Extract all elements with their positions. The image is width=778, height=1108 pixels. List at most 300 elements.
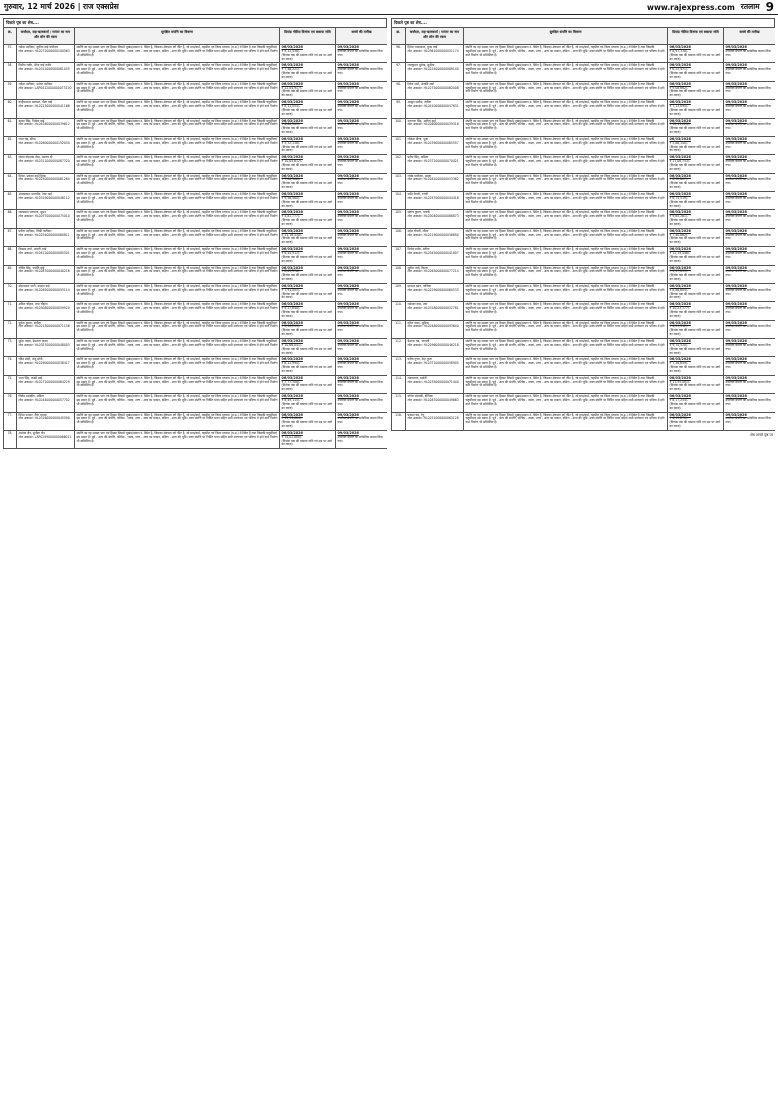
demand-notice-date: 06/03/2026	[669, 173, 691, 178]
possession-cell	[336, 192, 388, 210]
borrower-cell	[406, 412, 464, 430]
borrower-name: इरफान खान, नाजिया	[407, 283, 432, 288]
outstanding-amount: ₹ 10,23,377/-	[669, 306, 691, 311]
borrower-cell	[17, 63, 75, 81]
possession-cell	[336, 283, 388, 301]
outstanding-amount: ₹ 8,03,376/-	[281, 269, 301, 274]
demand-notice-cell	[280, 265, 336, 283]
loan-account-number: लोन अकाउंट: HL0345000000041807	[407, 250, 459, 255]
demand-notice-cell	[280, 302, 336, 320]
borrower-name: राकेश पाटीदार, सुनीता बाई पाटीदार	[18, 45, 58, 49]
possession-note: उपरोक्त संपत्ति का सांकेतिक कब्जा लिया गया।	[337, 67, 383, 76]
possession-date: 09/03/2026	[725, 375, 747, 380]
possession-date: 09/03/2026	[337, 302, 359, 307]
table-header-row	[392, 28, 776, 45]
possession-note: उपरोक्त संपत्ति का सांकेतिक कब्जा लिया गया।	[337, 416, 383, 425]
possession-note: उपरोक्त संपत्ति का सांकेतिक कब्जा लिया गया।	[337, 342, 383, 351]
possession-date: 09/03/2026	[337, 81, 359, 86]
borrower-name: कमल सिंह, निर्मला बाई	[18, 118, 45, 123]
demand-notice-date: 06/03/2026	[669, 247, 691, 252]
possession-note: उपरोक्त संपत्ति का सांकेतिक कब्जा लिया गया।	[337, 397, 383, 406]
possession-note: उपरोक्त संपत्ति का सांकेतिक कब्जा लिया गया।	[725, 306, 771, 314]
row-serial-number: 116.	[392, 412, 406, 430]
property-description: संपत्ति का वह समस्त भाग एवं हिस्सा जिसमें भूखंड/मकान नं. स्थित है, जिसका क्षेत्रफल वर्ग फीट है, जो ग्राम/वार्ड, तहसील एवं जिला रतलाम (म.प्र.) में स्थित है तथा जिसकी चतुर्सीमाएं इस प्रकार हैं: पूर्व - अन्य की संपत्ति, पश्चिम - रास्ता, उत्तर - अन्य का मकान, दक्षिण - अन्य की भूमि। उक्त संपत्ति पर निर्मित भवन सहित सभी संरचनाएं एवं भविष्य में होने वाले निर्माण भी सम्मिलित हैं।	[75, 265, 280, 283]
possession-note: उपरोक्त संपत्ति का सांकेतिक कब्जा लिया गया।	[337, 48, 383, 57]
possession-cell	[724, 155, 776, 173]
demand-notice-cell	[280, 339, 336, 357]
demand-notice-cell	[668, 100, 724, 118]
loan-account-number: लोन अकाउंट: LAP0412000000073120	[18, 85, 72, 90]
borrower-cell	[17, 375, 75, 393]
row-serial-number: 110.	[392, 302, 406, 320]
possession-note: उपरोक्त संपत्ति का सांकेतिक कब्जा लिया गया।	[725, 416, 771, 425]
demand-notice-date: 06/03/2026	[669, 412, 691, 417]
property-description: संपत्ति का वह समस्त भाग एवं हिस्सा जिसमें भूखंड/मकान नं. स्थित है, जिसका क्षेत्रफल वर्ग फीट है, जो ग्राम/वार्ड, तहसील एवं जिला रतलाम (म.प्र.) में स्थित है तथा जिसकी चतुर्सीमाएं इस प्रकार हैं: पूर्व - अन्य की संपत्ति, पश्चिम - रास्ता, उत्तर - अन्य का मकान, दक्षिण - अन्य की भूमि। उक्त संपत्ति पर निर्मित भवन सहित सभी संरचनाएं एवं भविष्य में होने वाले निर्माण भी सम्मिलित हैं।	[464, 45, 668, 63]
table-row	[4, 357, 388, 375]
demand-notice-date: 06/03/2026	[281, 265, 303, 270]
possession-note: उपरोक्त संपत्ति का सांकेतिक कब्जा लिया गया।	[725, 214, 771, 223]
outstanding-amount: ₹ 5,88,140/-	[669, 140, 689, 145]
borrower-cell	[17, 210, 75, 228]
demand-notice-cell	[280, 81, 336, 99]
property-description: संपत्ति का वह समस्त भाग एवं हिस्सा जिसमें भूखंड/मकान नं. स्थित है, जिसका क्षेत्रफल वर्ग फीट है, जो ग्राम/वार्ड, तहसील एवं जिला रतलाम (म.प्र.) में स्थित है तथा जिसकी चतुर्सीमाएं इस प्रकार हैं: पूर्व - अन्य की संपत्ति, पश्चिम - रास्ता, उत्तर - अन्य का मकान, दक्षिण - अन्य की भूमि। उक्त संपत्ति पर निर्मित भवन सहित सभी संरचनाएं एवं भविष्य में होने वाले निर्माण भी सम्मिलित हैं।	[75, 283, 280, 301]
loan-account-number: लोन अकाउंट: HL0213000000071156	[18, 324, 70, 329]
loan-account-number: लोन अकाउंट: HL0235000000071440	[407, 379, 459, 384]
row-serial-number: 106.	[392, 228, 406, 246]
outstanding-amount: ₹ 12,04,917/-	[281, 85, 303, 90]
possession-note: उपरोक्त संपत्ति का सांकेतिक कब्जा लिया गया।	[337, 103, 383, 112]
possession-cell	[336, 210, 388, 228]
row-serial-number: 114.	[392, 375, 406, 393]
row-serial-number: 104.	[392, 192, 406, 210]
possession-cell	[336, 100, 388, 118]
borrower-name: अनिल चौहान, राधा चौहान	[18, 302, 48, 307]
row-serial-number: 78.	[4, 430, 17, 448]
demand-notice-cell	[280, 118, 336, 136]
possession-date: 09/03/2026	[337, 45, 359, 49]
table-row	[392, 320, 776, 338]
demand-notice-cell	[668, 247, 724, 265]
demand-notice-date: 06/03/2026	[669, 339, 691, 343]
demand-notice-cell	[668, 357, 724, 375]
property-description: संपत्ति का वह समस्त भाग एवं हिस्सा जिसमें भूखंड/मकान नं. स्थित है, जिसका क्षेत्रफल वर्ग फीट है, जो ग्राम/वार्ड, तहसील एवं जिला रतलाम (म.प्र.) में स्थित है तथा जिसकी चतुर्सीमाएं इस प्रकार हैं: पूर्व - अन्य की संपत्ति, पश्चिम - रास्ता, उत्तर - अन्य का मकान, दक्षिण - अन्य की भूमि। उक्त संपत्ति पर निर्मित भवन सहित सभी संरचनाएं एवं भविष्य में होने वाले निर्माण भी सम्मिलित हैं।	[75, 430, 280, 448]
borrower-cell	[406, 155, 464, 173]
col-header-no: क्र.	[392, 28, 406, 45]
demand-note: (दिनांक तक की बकाया राशि एवं उस पर आगे का ब्याज)	[669, 420, 721, 429]
row-serial-number: 113.	[392, 357, 406, 375]
demand-notice-date: 06/03/2026	[281, 394, 303, 399]
demand-notice-cell	[280, 412, 336, 430]
demand-notice-cell	[280, 394, 336, 412]
demand-note: (दिनांक तक की बकाया राशि एवं उस पर आगे का ब्याज)	[669, 89, 721, 98]
demand-notice-cell	[668, 81, 724, 99]
row-serial-number: 61.	[4, 118, 17, 136]
table-row	[4, 320, 388, 338]
demand-note: (दिनांक तक की बकाया राशि एवं उस पर आगे का ब्याज)	[669, 144, 721, 153]
borrower-cell	[17, 118, 75, 136]
possession-cell	[724, 100, 776, 118]
loan-account-number: लोन अकाउंट: HL0316000000045590	[18, 416, 70, 421]
borrower-cell	[406, 375, 464, 393]
loan-account-number: लोन अकाउंट: HL0260000000039318	[407, 122, 459, 127]
borrower-cell	[17, 192, 75, 210]
loan-account-number: लोन अकाउंट: HL0287000000049663	[407, 397, 459, 402]
possession-note: उपरोक्त संपत्ति का सांकेतिक कब्जा लिया गया।	[725, 67, 771, 76]
table-row	[392, 247, 776, 265]
possession-date: 09/03/2026	[337, 320, 359, 325]
outstanding-amount: ₹ 7,77,308/-	[281, 379, 301, 384]
possession-date: 09/03/2026	[337, 192, 359, 196]
outstanding-amount: ₹ 9,08,662/-	[669, 85, 689, 90]
possession-note: उपरोक्त संपत्ति का सांकेतिक कब्जा लिया गया।	[337, 269, 383, 278]
demand-note: (दिनांक तक की बकाया राशि एवं उस पर आगे का ब्याज)	[281, 291, 333, 300]
possession-cell	[336, 247, 388, 265]
property-description: संपत्ति का वह समस्त भाग एवं हिस्सा जिसमें भूखंड/मकान नं. स्थित है, जिसका क्षेत्रफल वर्ग फीट है, जो ग्राम/वार्ड, तहसील एवं जिला रतलाम (म.प्र.) में स्थित है तथा जिसकी चतुर्सीमाएं इस प्रकार हैं: पूर्व - अन्य की संपत्ति, पश्चिम - रास्ता, उत्तर - अन्य का मकान, दक्षिण - अन्य की भूमि। उक्त संपत्ति पर निर्मित भवन सहित सभी संरचनाएं एवं भविष्य में होने वाले निर्माण भी सम्मिलित हैं।	[464, 394, 668, 412]
demand-notice-cell	[668, 412, 724, 430]
possession-cell	[724, 394, 776, 412]
possession-date: 09/03/2026	[337, 283, 359, 288]
row-serial-number: 109.	[392, 283, 406, 301]
loan-account-number: लोन अकाउंट: HL0311000000087320	[18, 159, 70, 164]
borrower-name: रितेश शर्मा, अंजलि शर्मा	[407, 81, 435, 86]
demand-note: (दिनांक तक की बकाया राशि एवं उस पर आगे का ब्याज)	[669, 309, 721, 318]
header-city: रतलाम	[740, 2, 760, 11]
outstanding-amount: ₹ 8,86,604/-	[669, 287, 689, 292]
continued-label: पिछले पृष्ठ का शेष....	[391, 18, 775, 27]
possession-date: 09/03/2026	[725, 63, 747, 68]
borrower-cell	[406, 192, 464, 210]
outstanding-amount: ₹ 8,11,054/-	[281, 103, 301, 108]
property-description: संपत्ति का वह समस्त भाग एवं हिस्सा जिसमें भूखंड/मकान नं. स्थित है, जिसका क्षेत्रफल वर्ग फीट है, जो ग्राम/वार्ड, तहसील एवं जिला रतलाम (म.प्र.) में स्थित है तथा जिसकी चतुर्सीमाएं इस प्रकार हैं: पूर्व - अन्य की संपत्ति, पश्चिम - रास्ता, उत्तर - अन्य का मकान, दक्षिण - अन्य की भूमि। उक्त संपत्ति पर निर्मित भवन सहित सभी संरचनाएं एवं भविष्य में होने वाले निर्माण भी सम्मिलित हैं।	[464, 375, 668, 393]
demand-notice-date: 06/03/2026	[281, 136, 303, 141]
demand-notice-cell	[668, 228, 724, 246]
possession-note: उपरोक्त संपत्ति का सांकेतिक कब्जा लिया गया।	[337, 324, 383, 333]
notice-table-right	[391, 27, 775, 431]
col-header-demand: डिमांड नोटिस दिनांक एवं बकाया राशि	[280, 28, 336, 45]
demand-note: (दिनांक तक की बकाया राशि एवं उस पर आगे का ब्याज)	[669, 273, 721, 282]
possession-cell	[724, 247, 776, 265]
borrower-cell	[406, 320, 464, 338]
borrower-cell	[17, 247, 75, 265]
possession-note: उपरोक्त संपत्ति का सांकेतिक कब्जा लिया गया।	[337, 379, 383, 388]
borrower-cell	[406, 118, 464, 136]
loan-account-number: लोन अकाउंट: HL0257000000044418	[407, 195, 459, 200]
borrower-name: गोविंद सिंह, ज्योति बाई	[18, 265, 45, 270]
borrower-name: राजेंद्र पाटीदार, ममता	[407, 173, 431, 178]
demand-notice-date: 06/03/2026	[281, 283, 303, 288]
possession-date: 09/03/2026	[337, 100, 359, 105]
property-description: संपत्ति का वह समस्त भाग एवं हिस्सा जिसमें भूखंड/मकान नं. स्थित है, जिसका क्षेत्रफल वर्ग फीट है, जो ग्राम/वार्ड, तहसील एवं जिला रतलाम (म.प्र.) में स्थित है तथा जिसकी चतुर्सीमाएं इस प्रकार हैं: पूर्व - अन्य की संपत्ति, पश्चिम - रास्ता, उत्तर - अन्य का मकान, दक्षिण - अन्य की भूमि। उक्त संपत्ति पर निर्मित भवन सहित सभी संरचनाएं एवं भविष्य में होने वाले निर्माण भी सम्मिलित हैं।	[464, 247, 668, 265]
demand-notice-cell	[280, 430, 336, 448]
table-row	[392, 265, 776, 283]
possession-cell	[336, 339, 388, 357]
demand-note: (दिनांक तक की बकाया राशि एवं उस पर आगे का ब्याज)	[281, 181, 333, 190]
loan-account-number: लोन अकाउंट: HL0361000000051174	[407, 48, 459, 53]
property-description: संपत्ति का वह समस्त भाग एवं हिस्सा जिसमें भूखंड/मकान नं. स्थित है, जिसका क्षेत्रफल वर्ग फीट है, जो ग्राम/वार्ड, तहसील एवं जिला रतलाम (म.प्र.) में स्थित है तथा जिसकी चतुर्सीमाएं इस प्रकार हैं: पूर्व - अन्य की संपत्ति, पश्चिम - रास्ता, उत्तर - अन्य का मकान, दक्षिण - अन्य की भूमि। उक्त संपत्ति पर निर्मित भवन सहित सभी संरचनाएं एवं भविष्य में होने वाले निर्माण भी सम्मिलित हैं।	[464, 192, 668, 210]
possession-date: 09/03/2026	[337, 339, 359, 343]
loan-account-number: लोन अकाउंट: HL0372000000070021	[407, 159, 459, 164]
demand-note: (दिनांक तक की बकाया राशि एवं उस पर आगे का ब्याज)	[281, 236, 333, 245]
property-description: संपत्ति का वह समस्त भाग एवं हिस्सा जिसमें भूखंड/मकान नं. स्थित है, जिसका क्षेत्रफल वर्ग फीट है, जो ग्राम/वार्ड, तहसील एवं जिला रतलाम (म.प्र.) में स्थित है तथा जिसकी चतुर्सीमाएं इस प्रकार हैं: पूर्व - अन्य की संपत्ति, पश्चिम - रास्ता, उत्तर - अन्य का मकान, दक्षिण - अन्य की भूमि। उक्त संपत्ति पर निर्मित भवन सहित सभी संरचनाएं एवं भविष्य में होने वाले निर्माण भी सम्मिलित हैं।	[75, 173, 280, 191]
borrower-name: संजय मोहम्मद शेख, शबनम बी	[18, 155, 53, 160]
demand-notice-date: 06/03/2026	[281, 118, 303, 123]
demand-note: (दिनांक तक की बकाया राशि एवं उस पर आगे का ब्याज)	[669, 199, 721, 208]
borrower-name: रविंद्र सोनी, मंजू सोनी	[18, 357, 43, 362]
table-row	[4, 283, 388, 301]
row-serial-number: 77.	[4, 412, 17, 430]
possession-note: उपरोक्त संपत्ति का सांकेतिक कब्जा लिया गया।	[725, 177, 771, 186]
demand-notice-date: 06/03/2026	[669, 81, 691, 86]
row-serial-number: 99.	[392, 100, 406, 118]
borrower-name: योगेश सोलंकी, दीपिका	[407, 394, 433, 399]
possession-date: 09/03/2026	[337, 394, 359, 399]
header-date: गुरुवार, 12 मार्च 2026	[4, 2, 76, 11]
demand-note: (दिनांक तक की बकाया राशि एवं उस पर आगे का ब्याज)	[669, 218, 721, 226]
possession-note: उपरोक्त संपत्ति का सांकेतिक कब्जा लिया गया।	[725, 397, 771, 406]
possession-note: उपरोक्त संपत्ति का सांकेतिक कब्जा लिया गया।	[337, 232, 383, 241]
property-description: संपत्ति का वह समस्त भाग एवं हिस्सा जिसमें भूखंड/मकान नं. स्थित है, जिसका क्षेत्रफल वर्ग फीट है, जो ग्राम/वार्ड, तहसील एवं जिला रतलाम (म.प्र.) में स्थित है तथा जिसकी चतुर्सीमाएं इस प्रकार हैं: पूर्व - अन्य की संपत्ति, पश्चिम - रास्ता, उत्तर - अन्य का मकान, दक्षिण - अन्य की भूमि। उक्त संपत्ति पर निर्मित भवन सहित सभी संरचनाएं एवं भविष्य में होने वाले निर्माण भी सम्मिलित हैं।	[75, 63, 280, 81]
demand-note: (दिनांक तक की बकाया राशि एवं उस पर आगे का ब्याज)	[669, 52, 721, 61]
possession-cell	[724, 63, 776, 81]
possession-note: उपरोक्त संपत्ति का सांकेतिक कब्जा लिया गया।	[337, 159, 383, 167]
borrower-cell	[406, 247, 464, 265]
borrower-cell	[406, 100, 464, 118]
demand-note: (दिनांक तक की बकाया राशि एवं उस पर आगे का ब्याज)	[281, 328, 333, 337]
possession-cell	[724, 265, 776, 283]
loan-account-number: लोन अकाउंट: HL0412000000085501	[18, 250, 70, 255]
outstanding-amount: ₹ 6,44,912/-	[281, 250, 301, 255]
borrower-name: राकेश पाटीदार, मनोज पाटीदार	[18, 81, 53, 86]
demand-notice-date: 06/03/2026	[669, 302, 691, 307]
borrower-name: महेश चौधरी, शीला	[407, 228, 429, 233]
borrower-name: कैलाश चंद्र, भगवती	[407, 339, 430, 343]
demand-notice-date: 06/03/2026	[669, 63, 691, 68]
demand-note: (दिनांक तक की बकाया राशि एवं उस पर आगे का ब्याज)	[669, 291, 721, 300]
demand-note: (दिनांक तक की बकाया राशि एवं उस पर आगे का ब्याज)	[281, 420, 333, 429]
borrower-cell	[17, 339, 75, 357]
property-description: संपत्ति का वह समस्त भाग एवं हिस्सा जिसमें भूखंड/मकान नं. स्थित है, जिसका क्षेत्रफल वर्ग फीट है, जो ग्राम/वार्ड, तहसील एवं जिला रतलाम (म.प्र.) में स्थित है तथा जिसकी चतुर्सीमाएं इस प्रकार हैं: पूर्व - अन्य की संपत्ति, पश्चिम - रास्ता, उत्तर - अन्य का मकान, दक्षिण - अन्य की भूमि। उक्त संपत्ति पर निर्मित भवन सहित सभी संरचनाएं एवं भविष्य में होने वाले निर्माण भी सम्मिलित हैं।	[464, 283, 668, 301]
table-row	[392, 118, 776, 136]
property-description: संपत्ति का वह समस्त भाग एवं हिस्सा जिसमें भूखंड/मकान नं. स्थित है, जिसका क्षेत्रफल वर्ग फीट है, जो ग्राम/वार्ड, तहसील एवं जिला रतलाम (म.प्र.) में स्थित है तथा जिसकी चतुर्सीमाएं इस प्रकार हैं: पूर्व - अन्य की संपत्ति, पश्चिम - रास्ता, उत्तर - अन्य का मकान, दक्षिण - अन्य की भूमि। उक्त संपत्ति पर निर्मित भवन सहित सभी संरचनाएं एवं भविष्य में होने वाले निर्माण भी सम्मिलित हैं।	[75, 357, 280, 375]
row-serial-number: 67.	[4, 228, 17, 246]
table-row	[4, 339, 388, 357]
table-row	[4, 375, 388, 393]
borrower-name: मोहनलाल भाटी, कमला बाई	[18, 283, 50, 288]
borrower-name: सुरेश यादव, प्रेमलता यादव	[18, 339, 48, 343]
borrower-cell	[406, 210, 464, 228]
demand-note: (दिनांक तक की बकाया राशि एवं उस पर आगे का ब्याज)	[669, 162, 721, 171]
demand-notice-date: 06/03/2026	[281, 210, 303, 215]
possession-note: उपरोक्त संपत्ति का सांकेतिक कब्जा लिया गया।	[337, 177, 383, 186]
row-serial-number: 72.	[4, 320, 17, 338]
possession-cell	[724, 339, 776, 357]
possession-note: उपरोक्त संपत्ति का सांकेतिक कब्जा लिया गया।	[725, 269, 771, 278]
borrower-name: लोकेश मीणा, पूजा	[407, 136, 429, 141]
possession-cell	[336, 320, 388, 338]
borrower-name: रमेश चंद्र, सीमा	[18, 136, 36, 141]
demand-notice-date: 06/03/2026	[281, 375, 303, 380]
possession-note: उपरोक्त संपत्ति का सांकेतिक कब्जा लिया गया।	[725, 122, 771, 131]
demand-notice-date: 06/03/2026	[281, 320, 303, 325]
outstanding-amount: ₹ 9,12,438/-	[281, 48, 301, 53]
outstanding-amount: ₹ 9,56,480/-	[281, 195, 301, 200]
property-description: संपत्ति का वह समस्त भाग एवं हिस्सा जिसमें भूखंड/मकान नं. स्थित है, जिसका क्षेत्रफल वर्ग फीट है, जो ग्राम/वार्ड, तहसील एवं जिला रतलाम (म.प्र.) में स्थित है तथा जिसकी चतुर्सीमाएं इस प्रकार हैं: पूर्व - अन्य की संपत्ति, पश्चिम - रास्ता, उत्तर - अन्य का मकान, दक्षिण - अन्य की भूमि। उक्त संपत्ति पर निर्मित भवन सहित सभी संरचनाएं एवं भविष्य में होने वाले निर्माण भी सम्मिलित हैं।	[75, 136, 280, 154]
borrower-name: ओमप्रकाश मालवीय, रेखा बाई	[18, 192, 52, 196]
header-site[interactable]: www.rajexpress.com	[647, 2, 735, 12]
demand-note: (दिनांक तक की बकाया राशि एवं उस पर आगे का ब्याज)	[281, 71, 333, 79]
col-header-demand: डिमांड नोटिस दिनांक एवं बकाया राशि	[668, 28, 724, 45]
row-serial-number: 70.	[4, 283, 17, 301]
borrower-name: शंकरलाल, पार्वती	[407, 375, 427, 380]
table-row	[4, 210, 388, 228]
possession-date: 09/03/2026	[725, 247, 747, 252]
col-header-borrower: कर्जदार, सह-ऋणकर्ता / गारंटर का नाम और लोन की रकम	[17, 28, 75, 45]
loan-account-number: लोन अकाउंट: HL0251000000063128	[407, 416, 459, 421]
possession-note: उपरोक्त संपत्ति का सांकेतिक कब्जा लिया गया।	[337, 195, 383, 204]
possession-date: 09/03/2026	[725, 357, 747, 362]
loan-account-number: लोन अकाउंट: HL0275000000062008	[407, 85, 459, 90]
demand-notice-date: 06/03/2026	[669, 320, 691, 325]
possession-date: 09/03/2026	[725, 302, 747, 307]
demand-notice-date: 06/03/2026	[281, 302, 303, 307]
row-serial-number: 68.	[4, 247, 17, 265]
demand-notice-date: 06/03/2026	[281, 63, 303, 68]
demand-note: (दिनांक तक की बकाया राशि एवं उस पर आगे का ब्याज)	[669, 365, 721, 373]
possession-date: 09/03/2026	[725, 173, 747, 178]
possession-cell	[724, 173, 776, 191]
row-serial-number: 57.	[4, 45, 17, 63]
borrower-cell	[406, 136, 464, 154]
row-serial-number: 96.	[392, 45, 406, 63]
row-serial-number: 75.	[4, 375, 17, 393]
demand-notice-date: 06/03/2026	[669, 100, 691, 105]
loan-account-number: लोन अकाउंट: HL0254000000060811	[18, 232, 70, 237]
loan-account-number: लोन अकाउंट: HL0287000000040218	[18, 269, 70, 274]
row-serial-number: 58.	[4, 63, 17, 81]
borrower-name: विनोद राठौर, सरिता	[407, 247, 430, 252]
table-row	[392, 173, 776, 191]
property-description: संपत्ति का वह समस्त भाग एवं हिस्सा जिसमें भूखंड/मकान नं. स्थित है, जिसका क्षेत्रफल वर्ग फीट है, जो ग्राम/वार्ड, तहसील एवं जिला रतलाम (म.प्र.) में स्थित है तथा जिसकी चतुर्सीमाएं इस प्रकार हैं: पूर्व - अन्य की संपत्ति, पश्चिम - रास्ता, उत्तर - अन्य का मकान, दक्षिण - अन्य की भूमि। उक्त संपत्ति पर निर्मित भवन सहित सभी संरचनाएं एवं भविष्य में होने वाले निर्माण भी सम्मिलित हैं।	[464, 412, 668, 430]
notice-table-left	[3, 27, 387, 449]
possession-cell	[724, 81, 776, 99]
possession-note: उपरोक्त संपत्ति का सांकेतिक कब्जा लिया गया।	[725, 159, 771, 167]
demand-notice-date: 06/03/2026	[669, 265, 691, 270]
demand-notice-date: 06/03/2026	[281, 81, 303, 86]
demand-note: (दिनांक तक की बकाया राशि एवं उस पर आगे का ब्याज)	[281, 144, 333, 153]
demand-notice-cell	[668, 118, 724, 136]
header-page-number: 9	[765, 0, 774, 14]
table-row	[392, 302, 776, 320]
possession-note: उपरोक्त संपत्ति का सांकेतिक कब्जा लिया गया।	[725, 232, 771, 241]
borrower-cell	[17, 394, 75, 412]
borrower-cell	[17, 173, 75, 191]
row-serial-number: 64.	[4, 173, 17, 191]
demand-notice-date: 06/03/2026	[281, 339, 303, 343]
loan-account-number: लोन अकाउंट: HL0272000000100563	[18, 48, 70, 53]
outstanding-amount: ₹ 7,91,005/-	[281, 287, 301, 292]
demand-note: (दिनांक तक की बकाया राशि एवं उस पर आगे का ब्याज)	[281, 346, 333, 355]
borrower-name: हितेश, प्रकाश बाई हितेश	[18, 173, 46, 178]
possession-date: 09/03/2026	[725, 81, 747, 86]
table-row	[392, 412, 776, 430]
demand-notice-cell	[280, 173, 336, 191]
borrower-cell	[17, 136, 75, 154]
possession-date: 09/03/2026	[725, 210, 747, 215]
borrower-name: हरीश पंवार, सुमित्रा	[407, 320, 429, 325]
demand-note: (दिनांक तक की बकाया राशि एवं उस पर आगे का ब्याज)	[669, 401, 721, 410]
demand-note: (दिनांक तक की बकाया राशि एवं उस पर आगे का ब्याज)	[281, 365, 333, 373]
possession-note: उपरोक्त संपत्ति का सांकेतिक कब्जा लिया गया।	[337, 250, 383, 259]
possession-note: उपरोक्त संपत्ति का सांकेतिक कब्जा लिया गया।	[725, 48, 771, 57]
property-description: संपत्ति का वह समस्त भाग एवं हिस्सा जिसमें भूखंड/मकान नं. स्थित है, जिसका क्षेत्रफल वर्ग फीट है, जो ग्राम/वार्ड, तहसील एवं जिला रतलाम (म.प्र.) में स्थित है तथा जिसकी चतुर्सीमाएं इस प्रकार हैं: पूर्व - अन्य की संपत्ति, पश्चिम - रास्ता, उत्तर - अन्य का मकान, दक्षिण - अन्य की भूमि। उक्त संपत्ति पर निर्मित भवन सहित सभी संरचनाएं एवं भविष्य में होने वाले निर्माण भी सम्मिलित हैं।	[464, 339, 668, 357]
borrower-name: प्रकाश चंद्र, रेणु	[407, 412, 425, 417]
borrower-cell	[406, 339, 464, 357]
borrower-cell	[406, 357, 464, 375]
demand-notice-date: 06/03/2026	[669, 118, 691, 123]
property-description: संपत्ति का वह समस्त भाग एवं हिस्सा जिसमें भूखंड/मकान नं. स्थित है, जिसका क्षेत्रफल वर्ग फीट है, जो ग्राम/वार्ड, तहसील एवं जिला रतलाम (म.प्र.) में स्थित है तथा जिसकी चतुर्सीमाएं इस प्रकार हैं: पूर्व - अन्य की संपत्ति, पश्चिम - रास्ता, उत्तर - अन्य का मकान, दक्षिण - अन्य की भूमि। उक्त संपत्ति पर निर्मित भवन सहित सभी संरचनाएं एवं भविष्य में होने वाले निर्माण भी सम्मिलित हैं।	[75, 320, 280, 338]
borrower-cell	[17, 357, 75, 375]
borrower-cell	[406, 302, 464, 320]
table-row	[392, 228, 776, 246]
possession-date: 09/03/2026	[725, 394, 747, 399]
demand-notice-cell	[280, 45, 336, 63]
notice-right-half	[391, 18, 775, 1104]
possession-date: 09/03/2026	[725, 45, 747, 49]
row-serial-number: 71.	[4, 302, 17, 320]
borrower-name: अब्दुल सलीम, रुबीना	[407, 100, 432, 105]
loan-account-number: लोन अकाउंट: HL0371000000058905	[407, 361, 459, 366]
loan-account-number: लोन अकाउंट: HL0219000000056690	[407, 232, 459, 237]
demand-notice-cell	[280, 357, 336, 375]
row-serial-number: 115.	[392, 394, 406, 412]
loan-account-number: लोन अकाउंट: HL0304000000068873	[407, 214, 459, 219]
demand-notice-cell	[280, 228, 336, 246]
demand-notice-date: 06/03/2026	[281, 357, 303, 362]
property-description: संपत्ति का वह समस्त भाग एवं हिस्सा जिसमें भूखंड/मकान नं. स्थित है, जिसका क्षेत्रफल वर्ग फीट है, जो ग्राम/वार्ड, तहसील एवं जिला रतलाम (म.प्र.) में स्थित है तथा जिसकी चतुर्सीमाएं इस प्रकार हैं: पूर्व - अन्य की संपत्ति, पश्चिम - रास्ता, उत्तर - अन्य का मकान, दक्षिण - अन्य की भूमि। उक्त संपत्ति पर निर्मित भवन सहित सभी संरचनाएं एवं भविष्य में होने वाले निर्माण भी सम्मिलित हैं।	[464, 173, 668, 191]
possession-date: 09/03/2026	[725, 265, 747, 270]
row-serial-number: 76.	[4, 394, 17, 412]
loan-account-number: लोन अकाउंट: HL0312000000061045	[18, 67, 70, 72]
possession-cell	[336, 136, 388, 154]
property-description: संपत्ति का वह समस्त भाग एवं हिस्सा जिसमें भूखंड/मकान नं. स्थित है, जिसका क्षेत्रफल वर्ग फीट है, जो ग्राम/वार्ड, तहसील एवं जिला रतलाम (म.प्र.) में स्थित है तथा जिसकी चतुर्सीमाएं इस प्रकार हैं: पूर्व - अन्य की संपत्ति, पश्चिम - रास्ता, उत्तर - अन्य का मकान, दक्षिण - अन्य की भूमि। उक्त संपत्ति पर निर्मित भवन सहित सभी संरचनाएं एवं भविष्य में होने वाले निर्माण भी सम्मिलित हैं।	[75, 192, 280, 210]
outstanding-amount: ₹ 10,41,228/-	[669, 122, 691, 127]
borrower-name: धर्मेंद्र बैरागी, रजनी	[407, 192, 428, 196]
possession-cell	[336, 118, 388, 136]
demand-notice-cell	[668, 265, 724, 283]
possession-note: उपरोक्त संपत्ति का सांकेतिक कब्जा लिया गया।	[725, 361, 771, 370]
demand-notice-cell	[280, 63, 336, 81]
loan-account-number: लोन अकाउंट: HL0244000000057702	[18, 397, 70, 402]
possession-date: 09/03/2026	[337, 228, 359, 233]
col-header-property: सुरक्षित संपत्ति का विवरण	[75, 28, 280, 45]
col-header-borrower: कर्जदार, सह-ऋणकर्ता / गारंटर का नाम और लोन की रकम	[406, 28, 464, 45]
row-serial-number: 98.	[392, 81, 406, 99]
demand-notice-cell	[280, 100, 336, 118]
possession-cell	[336, 412, 388, 430]
possession-note: उपरोक्त संपत्ति का सांकेतिक कब्जा लिया गया।	[725, 103, 771, 112]
demand-notice-cell	[668, 63, 724, 81]
outstanding-amount: ₹ 4,81,777/-	[281, 214, 301, 219]
outstanding-amount: ₹ 10,66,041/-	[281, 342, 303, 347]
notice-left-half	[3, 18, 387, 1104]
demand-note: (दिनांक तक की बकाया राशि एवं उस पर आगे का ब्याज)	[669, 383, 721, 392]
loan-account-number: लोन अकाउंट: HL0319000000046112	[18, 195, 70, 200]
possession-date: 09/03/2026	[725, 283, 747, 288]
demand-notice-cell	[280, 210, 336, 228]
demand-note: (दिनांक तक की बकाया राशि एवं उस पर आगे का ब्याज)	[281, 401, 333, 410]
table-row	[4, 412, 388, 430]
row-serial-number: 60.	[4, 100, 17, 118]
